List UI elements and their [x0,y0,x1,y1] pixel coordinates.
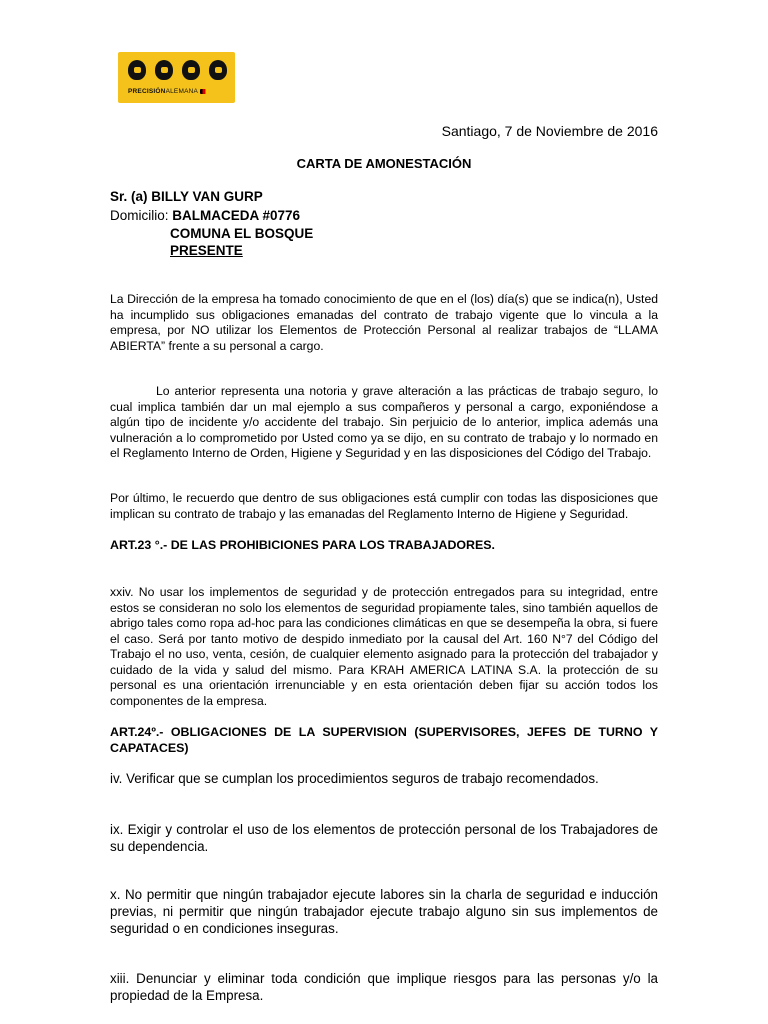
article-23-text: xxiv. No usar los implementos de seguridad y de protección entregados para su integridad, entre estos se consideran no solo los elementos de seguridad propiamente tales, sino también aquellos de abrigo tales como ropa ad-hoc para las condiciones climáticas en que se desempeña la obra, si fuere el caso. Será por tanto motivo de despido inmediato por la causal del Art. 160 N°7 del Código del Trabajo el no uso, venta, cesión, de cualquier elemento asignado para la protección del trabajador y cuidado de la vida y salud del mismo. Para KRAH AMERICA LATINA S.A. la protección de su personal es una orientación irrenunciable y en esta orientación deben fijar su acción todos los componentes de la empresa. [110,585,658,708]
recipient-name: Sr. (a) BILLY VAN GURP [110,189,263,204]
flag-icon [200,89,208,94]
logo-mark-icon [128,60,227,80]
article-24-item-ix: ix. Exigir y controlar el uso de los elementos de protección personal de los Trabajadores de su dependencia. [110,822,658,854]
logo-tagline: PRECISIÓNALEMANA [128,88,208,95]
article-24-heading: ART.24º.- OBLIGACIONES DE LA SUPERVISION (SUPERVISORES, JEFES DE TURNO Y CAPATACES) [110,725,658,755]
body-paragraph-3: Por último, le recuerdo que dentro de sus obligaciones está cumplir con todas las disposiciones que implican su contrato de trabajo y las emanadas del Reglamento Interno de Higiene y Seguridad. [110,491,658,521]
article-24-item-x: x. No permitir que ningún trabajador ejecute labores sin la charla de seguridad e inducción previas, ni permitir que ningún trabajador ejecute trabajo alguno sin sus implementos de seguridad o en condiciones inseguras. [110,887,658,936]
recipient-domicilio [110,208,300,223]
letter-title: CARTA DE AMONESTACIÓN [296,156,472,171]
article-23-heading: ART.23 °.- DE LAS PROHIBICIONES PARA LOS TRABAJADORES. [110,538,495,552]
article-24-item-iv: iv. Verificar que se cumplan los procedimientos seguros de trabajo recomendados. [110,771,599,786]
body-paragraph-2: Lo anterior representa una notoria y grave alteración a las prácticas de trabajo seguro, lo cual implica también dar un mal ejemplo a sus compañeros y personal a cargo, exponiéndose a algún tipo de incidente y/o accidente del trabajo. Sin perjuicio de lo anterior, implica además una vulneración a lo comprometido por Usted como ya se dijo, en su contrato de trabajo y lo normado en el Reglamento Interno de Orden, Higiene y Seguridad y en las disposiciones del Código del Trabajo. [110,384,658,460]
body-paragraph-1: La Dirección de la empresa ha tomado conocimiento de que en el (los) día(s) que se indica(n), Usted ha incumplido sus obligaciones emanadas del contrato de trabajo vigente que lo vincula a la empresa, por NO utilizar los Elementos de Protección Personal al realizar trabajos de “LLAMA ABIERTA” frente a su personal a cargo. [110,292,658,353]
article-24-item-xiii: xiii. Denunciar y eliminar toda condición que implique riesgos para las personas y/o la propiedad de la Empresa. [110,971,658,1003]
domicilio-value: BALMACEDA #0776 [172,208,301,223]
domicilio-label: Domicilio: [110,208,173,223]
recipient-presente: PRESENTE [170,243,243,258]
company-logo [118,52,235,103]
letter-date: Santiago, 7 de Noviembre de 2016 [441,123,658,139]
recipient-comuna: COMUNA EL BOSQUE [170,226,314,241]
